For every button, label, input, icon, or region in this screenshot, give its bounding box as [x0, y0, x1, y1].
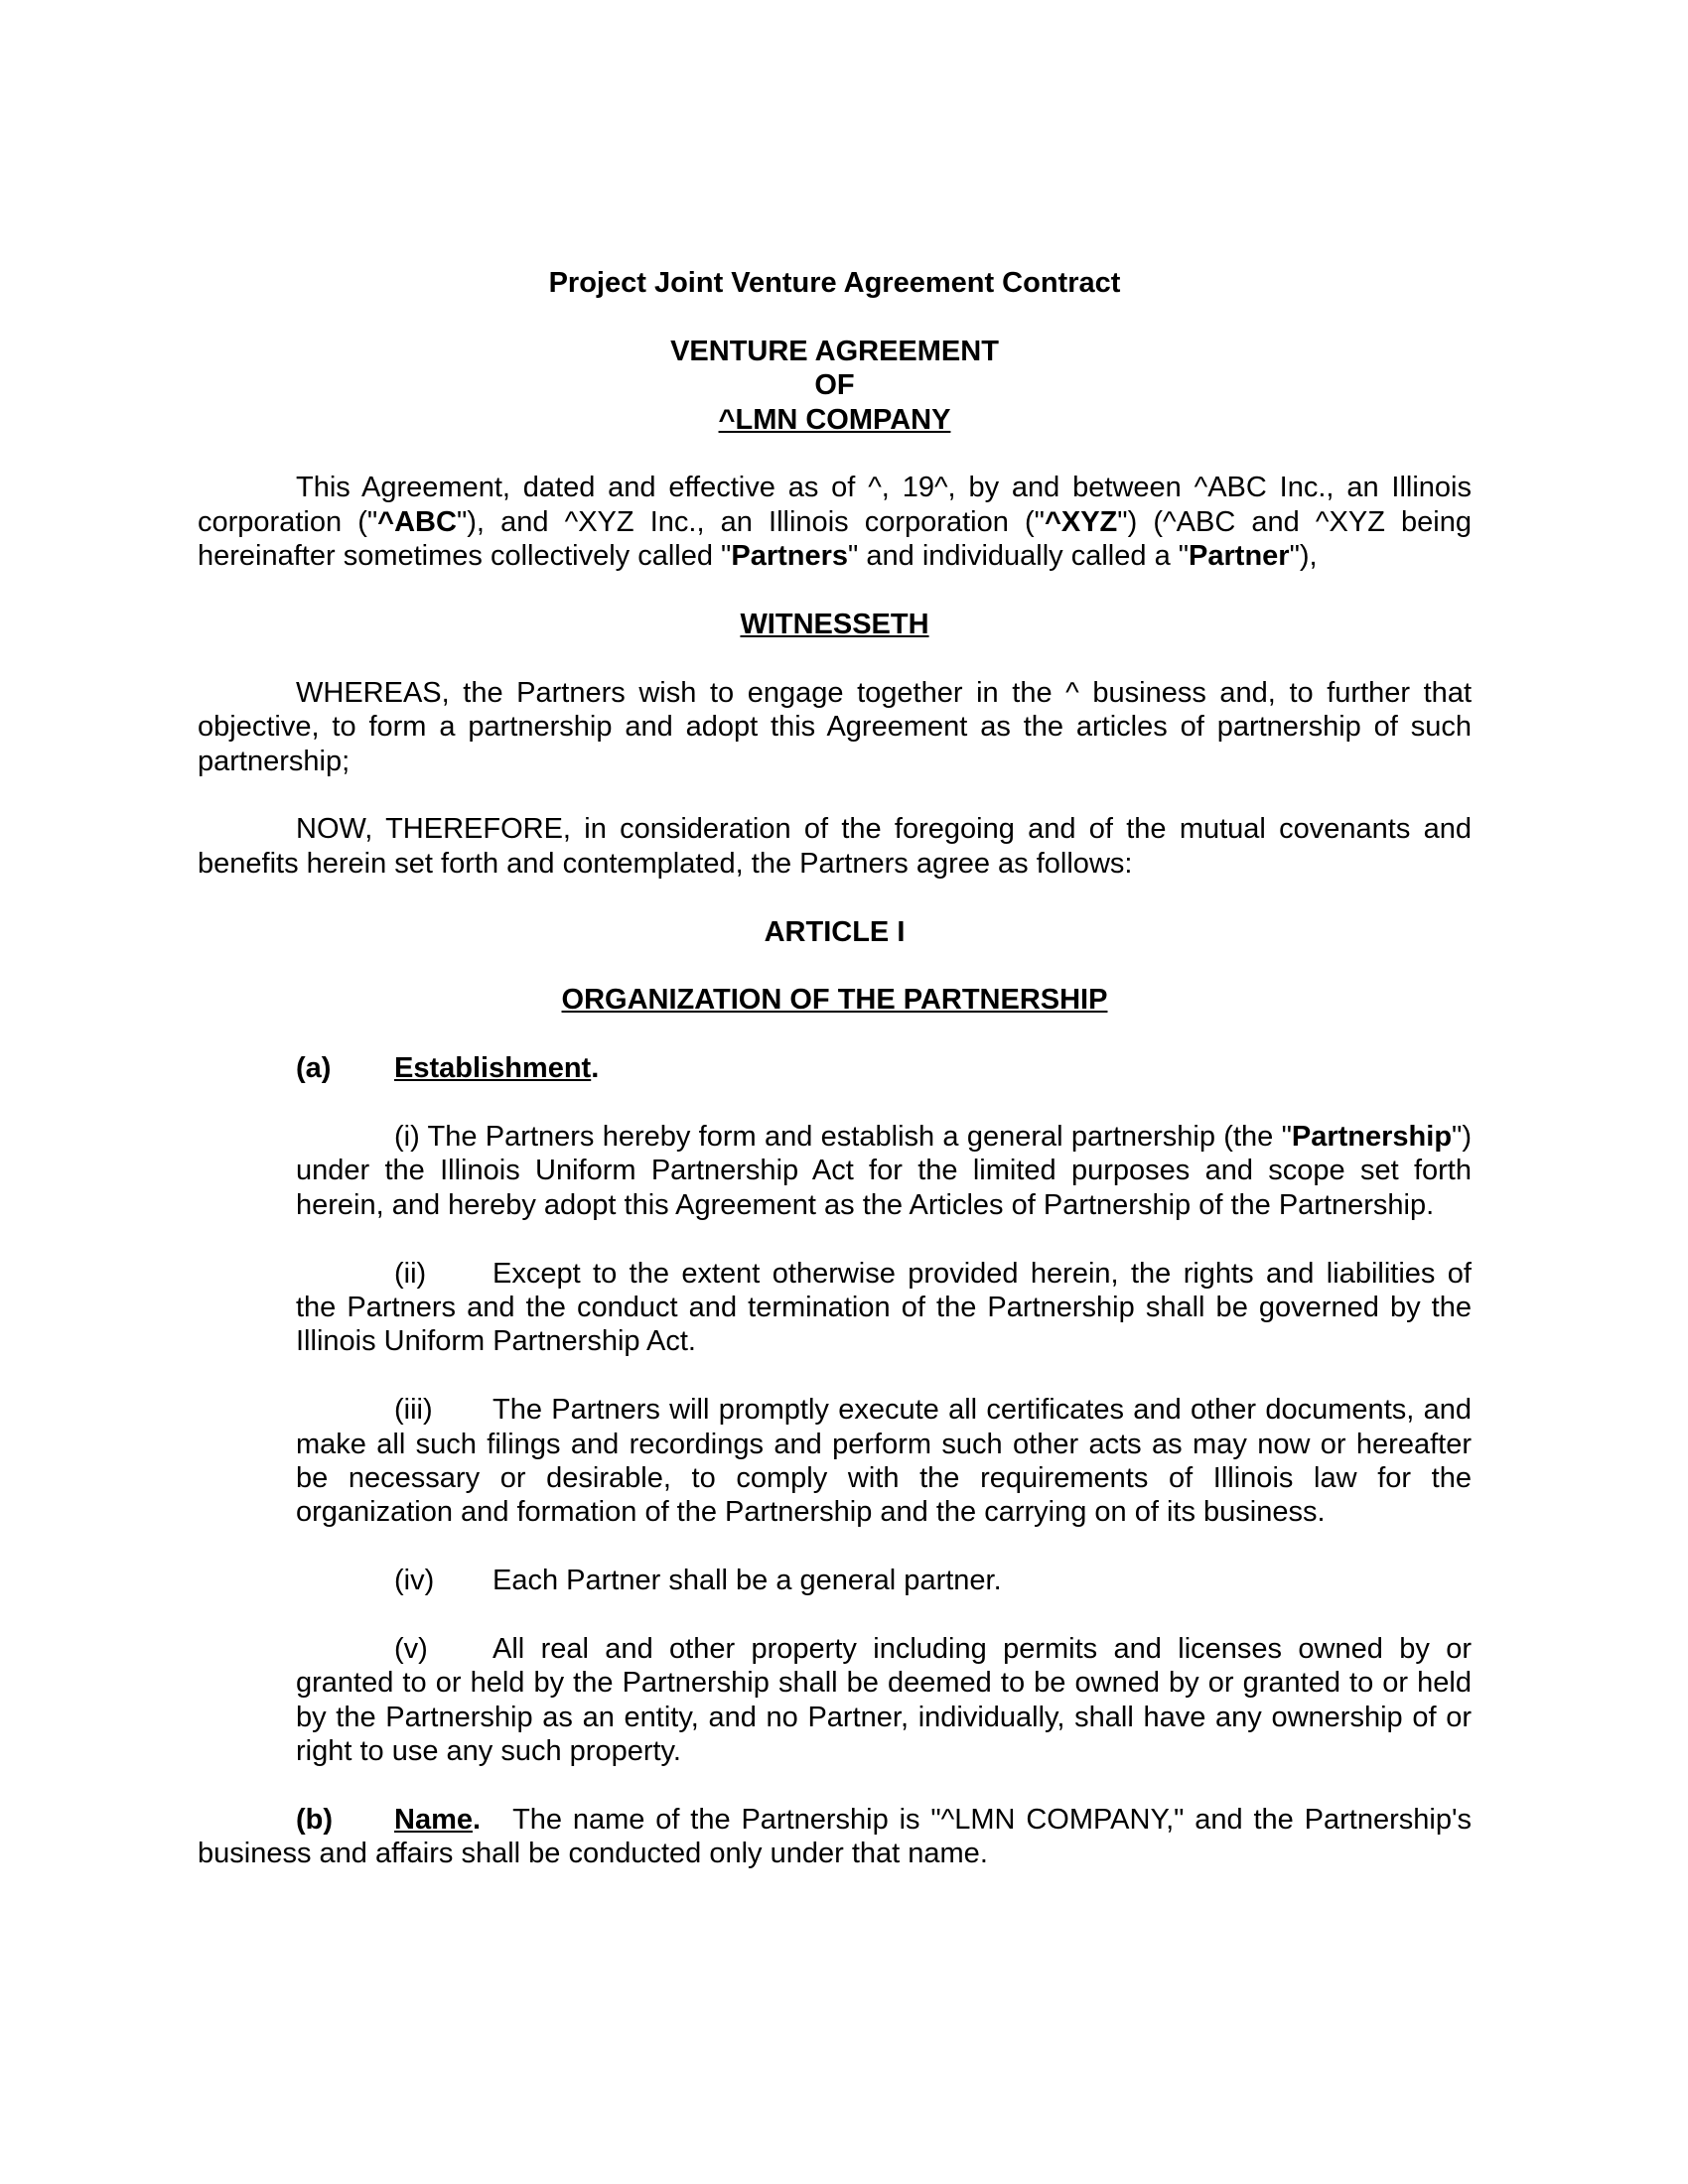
item-i: (i) The Partners hereby form and establish a general partnership (the "Partnership") under the Illinois Uniform Partnership Act for the limited purposes and scope set forth herein, and hereby adopt this Agreement as the Articles of Partnership of the Partnership. — [296, 1121, 1472, 1221]
now-therefore-paragraph: NOW, THEREFORE, in consideration of the foregoing and of the mutual covenants and benefits herein set forth and contemplated, the Partners agree as follows: — [198, 813, 1472, 880]
agreement-heading — [198, 335, 1472, 437]
item-v: (v) All real and other property including permits and licenses owned by or granted to or held by the Partnership shall be deemed to be owned by or granted to or held by the Partnership as an entity, and no Partner, individually, shall have any ownership of or right to use any such property. — [296, 1633, 1472, 1768]
heading-line-2: OF — [814, 369, 855, 402]
item-iii: (iii) The Partners will promptly execute all certificates and other documents, and make all such filings and recordings and perform such other acts as may now or hereafter be necessary or desirable, to comply with the requirements of Illinois law for the organization and formation of the Partnership and the carrying on of its business. — [296, 1394, 1472, 1529]
article-heading: ARTICLE I — [764, 915, 906, 948]
company-name-heading: ^LMN COMPANY — [718, 403, 951, 436]
document-page — [198, 266, 1472, 1905]
item-iv: (iv) Each Partner shall be a general partner. — [394, 1565, 1002, 1597]
section-a-heading: (a) Establishment. — [296, 1052, 600, 1085]
witnesseth-heading: WITNESSETH — [740, 609, 929, 641]
heading-line-1: VENTURE AGREEMENT — [670, 335, 999, 367]
document-title: Project Joint Venture Agreement Contract — [548, 267, 1121, 299]
item-ii: (ii) Except to the extent otherwise provided herein, the rights and liabilities of the Partners and the conduct and termination of the Partnership shall be governed by the Illinois Uniform Partnership Act. — [296, 1257, 1472, 1358]
article-title: ORGANIZATION OF THE PARTNERSHIP — [561, 984, 1108, 1017]
whereas-paragraph: WHEREAS, the Partners wish to engage together in the ^ business and, to further that objective, to form a partnership and adopt this Agreement as the articles of partnership of such partnership; — [198, 676, 1472, 777]
section-b: (b) Name. The name of the Partnership is "^LMN COMPANY," and the Partnership's business and affairs shall be conducted only under that name. — [198, 1804, 1472, 1870]
intro-paragraph: This Agreement, dated and effective as of ^, 19^, by and between ^ABC Inc., an Illinois corporation ("^ABC"), and ^XYZ Inc., an Illinois corporation ("^XYZ") (^ABC and ^XYZ being hereinafter sometimes collectively called "Partners" and individually called a "Partner"), — [198, 472, 1472, 573]
